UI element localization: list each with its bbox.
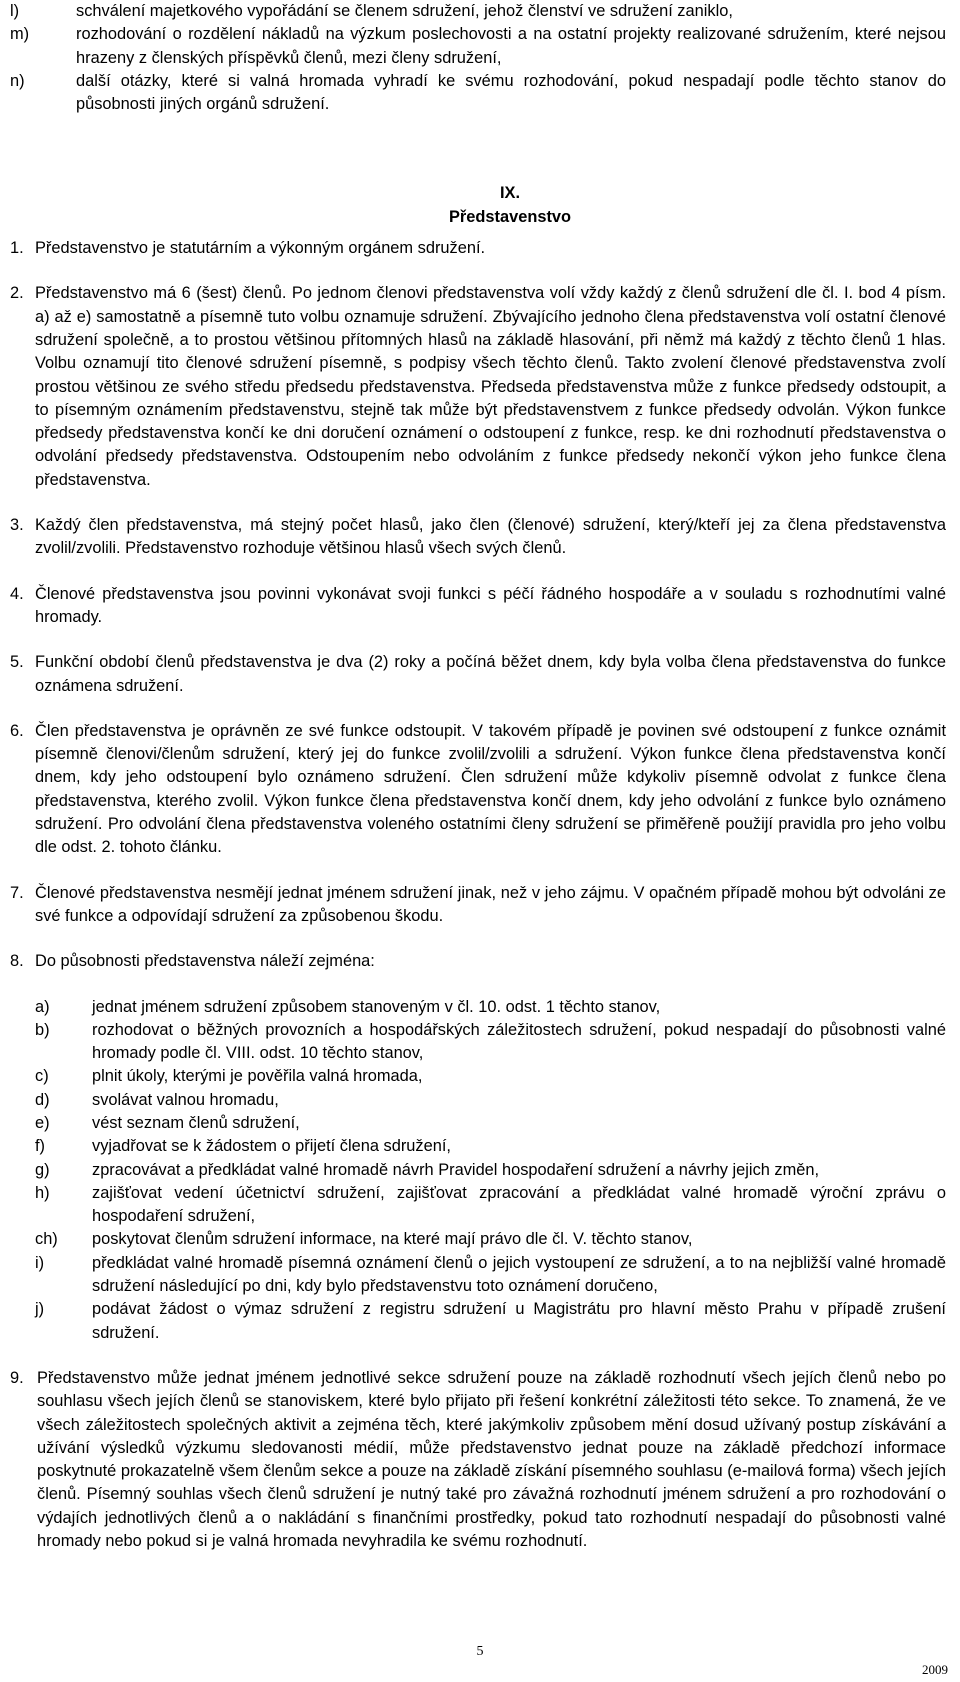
point-9 (10, 1367, 946, 1553)
list-item-label: j) (35, 1300, 45, 1319)
list-item (10, 70, 946, 117)
list-item-text: rozhodování o rozdělení nákladů na výzkum poslechovosti a na ostatní projekty realizované sdružením, které nejsou hrazeny z členských příspěvků členů, mezi členy sdružení, (76, 25, 946, 67)
list-item (35, 1019, 946, 1066)
list-item-text: plnit úkoly, kterými je pověřila valná hromada, (92, 1067, 423, 1086)
list-item-text: jednat jménem sdružení způsobem stanoveným v čl. 10. odst. 1 těchto stanov, (92, 997, 661, 1016)
list-item-label: e) (35, 1113, 50, 1132)
list-item-text: poskytovat členům sdružení informace, na které mají právo dle čl. V. těchto stanov, (92, 1230, 693, 1249)
point-3 (10, 514, 946, 561)
point-number: 5. (10, 653, 24, 672)
list-item-label: n) (10, 71, 25, 90)
competence-list (10, 996, 946, 1345)
list-item (35, 1135, 946, 1158)
list-item-text: vést seznam členů sdružení, (92, 1113, 300, 1132)
point-number: 8. (10, 952, 24, 971)
list-item (35, 1112, 946, 1135)
list-item (35, 1159, 946, 1182)
list-item-text: zajišťovat vedení účetnictví sdružení, zajišťovat zpracování a předkládat valné hromadě výroční zprávu o hospodaření sdružení, (92, 1183, 946, 1226)
list-item-text: zpracovávat a předkládat valné hromadě návrh Pravidel hospodaření sdružení a návrhy jejich změn, (92, 1160, 820, 1179)
list-item-text: schválení majetkového vypořádání se členem sdružení, jehož členství ve sdružení zaniklo, (76, 2, 733, 20)
list-item-text: předkládat valné hromadě písemná oznámení členů o jejich vystoupení ze sdružení, a to na nejbližší valné hromadě sdružení následující po dni, kdy bylo představenstvu toto oznámení doručeno, (92, 1253, 946, 1296)
section-number: IX. (499, 184, 521, 203)
list-item-text: další otázky, které si valná hromada vyhradí ke svému rozhodování, pokud nespadají podle těchto stanov do působnosti jiných orgánů sdružení. (76, 71, 946, 114)
point-2 (10, 282, 946, 492)
list-item-label: d) (35, 1090, 50, 1109)
list-item-label: l) (10, 2, 20, 20)
list-item-label: g) (35, 1160, 50, 1179)
section-title: Představenstvo (448, 207, 572, 226)
point-text: Funkční období členů představenstva je dva (2) roky a počíná běžet dnem, kdy byla volba člena představenstva do funkce oznámena sdružení. (35, 653, 946, 695)
list-item-label: ch) (35, 1230, 58, 1249)
list-item-text: svolávat valnou hromadu, (92, 1090, 279, 1109)
point-text: Představenstvo je statutárním a výkonným orgánem sdružení. (35, 239, 486, 258)
list-item-label: c) (35, 1067, 49, 1086)
document-content (10, 0, 946, 1553)
page-number: 5 (476, 1644, 484, 1659)
list-item (35, 1298, 946, 1345)
point-number: 3. (10, 516, 24, 535)
point-number: 1. (10, 239, 24, 258)
point-number: 9. (10, 1368, 24, 1387)
list-item-label: f) (35, 1137, 46, 1156)
list-item (35, 996, 946, 1019)
list-item-label: h) (35, 1183, 50, 1202)
list-item-label: i) (35, 1253, 45, 1272)
top-list (10, 0, 946, 116)
list-item (35, 1065, 946, 1088)
point-number: 2. (10, 284, 24, 303)
point-4 (10, 583, 946, 630)
list-item (35, 1089, 946, 1112)
section-heading (74, 182, 946, 229)
list-item-text: podávat žádost o výmaz sdružení z registru sdružení u Magistrátu pro hlavní město Prahu v případě zrušení sdružení. (92, 1300, 946, 1342)
point-number: 4. (10, 584, 24, 603)
point-text: Každý člen představenstva, má stejný počet hlasů, jako člen (členové) sdružení, který/kteří jej za člena představenstva zvolil/zvolili. Představenstvo rozhoduje většinou hlasů všech svých členů. (35, 516, 946, 558)
point-8 (10, 950, 946, 973)
point-number: 6. (10, 721, 24, 740)
list-item (10, 0, 946, 23)
list-item (10, 23, 946, 70)
list-item-text: rozhodovat o běžných provozních a hospodářských záležitostech sdružení, pokud nespadají do působnosti valné hromady podle čl. VIII. odst. 10 těchto stanov, (92, 1020, 946, 1063)
point-text: Členové představenstva nesmějí jednat jménem sdružení jinak, než v jeho zájmu. V opačném případě mohou být odvoláni ze své funkce a odpovídají sdružení za způsobenou škodu. (35, 883, 946, 925)
list-item (35, 1182, 946, 1229)
point-6 (10, 720, 946, 860)
point-text: Členové představenstva jsou povinni vykonávat svoji funkci s péčí řádného hospodáře a v souladu s rozhodnutími valné hromady. (35, 584, 946, 626)
point-text: Do působnosti představenstva náleží zejména: (35, 952, 375, 971)
point-5 (10, 651, 946, 698)
point-number: 7. (10, 883, 24, 902)
point-text: Představenstvo může jednat jménem jednotlivé sekce sdružení pouze na základě rozhodnutí všech jejích členů nebo po souhlasu všech jejích členů se stanoviskem, které bylo přijato při řešení konkrétní záležitosti této sekce. To znamená, že ve všech záležitostech společných aktivit a zejména těch, které jakýmkoliv způsobem mění dosud užívaný postup získávání a užívání výsledků výzkumu sledovanosti médií, může představenstvo jednat pouze na základě předchozí informace poskytnuté prokazatelně všem členům sekce a pouze na základě získání písemného souhlasu (e-mailová forma) všech jejích členů. Písemný souhlas všech členů sdružení je nutný také pro závažná rozhodnutí jménem sdružení a pro rozhodování o výdajích jednotlivých členů a o nakládání s finančními prostředky, pokud tato rozhodnutí nespadají do působnosti valné hromady nebo pokud si je valná hromada nevyhradila ke svému rozhodnutí. (37, 1368, 946, 1551)
list-item (35, 1228, 946, 1251)
list-item-text: vyjadřovat se k žádostem o přijetí člena sdružení, (92, 1137, 451, 1156)
footer-year: 2009 (922, 1662, 948, 1677)
list-item-label: a) (35, 997, 50, 1016)
list-item-label: m) (10, 25, 30, 44)
list-item-label: b) (35, 1020, 50, 1039)
point-text: Člen představenstva je oprávněn ze své funkce odstoupit. V takovém případě je povinen své odstoupení z funkce oznámit písemně členovi/členům sdružení, který jej do funkce zvolil/zvolili a sdružení. Výkon funkce člena představenstva končí dnem, kdy jeho odstoupení bylo oznámeno sdružení. Člen sdružení může kdykoliv písemně odvolat z funkce člena představenstva, kterého zvolil. Výkon funkce člena představenstva končí dnem, kdy jeho odvolání z funkce bylo oznámeno sdružení. Pro odvolání člena představenstva voleného ostatními členy sdružení se přiměřeně použijí pravidla pro jeho volbu dle odst. 2. tohoto článku. (35, 721, 946, 857)
point-7 (10, 882, 946, 929)
point-text: Představenstvo má 6 (šest) členů. Po jednom členovi představenstva volí vždy každý z členů sdružení dle čl. I. bod 4 písm. a) až e) samostatně a písemně tuto volbu oznamuje sdružení. Zbývajícího jednoho člena představenstva volí ostatní členové sdružení společně, a to prostou většinou přítomných hlasů na základě hlasování, při němž má každý z těchto členů 1 hlas. Volbu oznamují tito členové sdružení písemně, s podpisy všech těchto členů. Takto zvolení členové představenstva zvolí prostou většinou ze svého středu předsedu představenstva. Předseda představenstva může z funkce předsedy odstoupit, a to písemným oznámením představenstvu, stejně tak může být představenstvem z funkce předsedy odvolán. Výkon funkce předsedy představenstva končí ke dni doručení oznámení o odstoupení z funkce, resp. ke dni rozhodnutí představenstva o odvolání předsedy představenstva. Odstoupením nebo odvoláním z funkce předsedy nekončí výkon jeho funkce člena představenstva. (35, 284, 946, 489)
point-1 (10, 237, 946, 260)
list-item (35, 1252, 946, 1299)
